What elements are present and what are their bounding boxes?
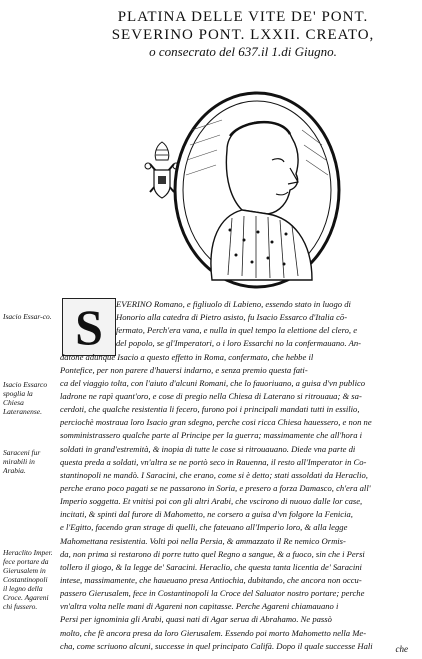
margin-note-4: Heraclito Imper. fece portare da Gierusalem in Costantinopoli il legno della Croce. Agareni chi fussero. (3, 548, 53, 611)
pope-portrait-medallion (172, 90, 342, 290)
text-line: del popolo, se gl'Imperatori, o i loro Essarchi no la confermauano. An- (116, 338, 361, 349)
text-line: soldati in grand'estremità, & inopia di tutte le cose si ritrouauano. Diede vna parte di (60, 443, 356, 454)
running-title: PLATINA DELLE VITE DE' PONT. (117, 9, 369, 25)
text-line: Honorio alla catedra di Pietro asisto, fu Isacio Essarco d'Italia cō- (116, 312, 348, 323)
page-header (88, 8, 398, 60)
body-text (60, 298, 418, 653)
text-line: perciochè mostraua loro Isacio gran sdegno, perche cosi ricca Chiesa hauessero, e non ne (60, 417, 372, 428)
text-line: e l'Egitto, facendo gran strage di quelli, che fateuano all'Imperio loro, & alla legge (60, 522, 348, 533)
text-line: EVERINO Romano, e figliuolo di Labieno, essendo stato in luogo di (116, 299, 351, 309)
text-line: Imperio soggetta. Et vnitisi poi con gli altri Arabi, che vscirono di nuouo dalle lor case, (60, 496, 363, 507)
text-line: datone adunque Isacio a questo effetto in Roma, confermato, che hebbe il (60, 351, 314, 362)
consecration-date: o consecrato del 637.il 1.di Giugno. (149, 44, 337, 59)
text-line: intese, massimamente, che haueuano presa Antiochia, dubitando, che ancora non occu- (60, 574, 362, 585)
text-line: incitati, & spinti dal furore di Mahometto, ne corsero a guisa d'vn folgore la Fenicia, (60, 509, 353, 520)
text-line: fermato, Perch'era vana, e nulla in quel tempo la elettione del clero, e (116, 325, 358, 336)
text-line: da, non prima si restarono di porre tutto quel Regno a sangue, & a fuoco, sin che i Persi (60, 548, 365, 559)
text-line: Persi per ignominia gli Arabi, quasi nati di Agar serua di Abrahamo. Ne passò (60, 614, 332, 625)
text-line: ladrone ne rapì quant'oro, e cose di pregio nella Chiesa di Laterano si ritrouaua; & sa- (60, 390, 362, 401)
text-line: cerdoti, che qualche resistentia li fecero, furono poi i principali mandati tutti in essilio, (60, 404, 360, 415)
text-line: ca del viaggio tolta, con l'aiuto d'alcuni Romani, che lo fauoriuano, a guisa d'vn publico (60, 377, 366, 388)
text-line: somministrassero qualche parte al Principe per la guerra; massimamente che all'hora i (60, 430, 363, 441)
pope-title: SEVERINO PONT. LXXII. CREATO, (111, 27, 375, 43)
text-line: stantinopoli ne mandò. I Saracini, che erano, come si è detto; stati assoldati da Heraclio, (60, 469, 368, 480)
text-line: questa preda a soldati, vn'altra se ne portò seco in Rauenna, il resto all'Imperator in Co- (60, 456, 367, 467)
text-line: cha, come scriuono alcuni, successe in quel principato Califà. Dopo il quale successe Hali (60, 640, 373, 651)
text-line: Pontefice, per non parere d'hauersi indarno, e senza premio questa fati- (60, 364, 308, 375)
text-line: tollero il giogo, & la legge de' Saracini. Heraclio, che questa tanta licentia de' Saracini (60, 561, 362, 572)
text-line: perche erano poco pagati se ne passarono in Soria, e presero a forza Damasco, ch'era all' (60, 482, 371, 493)
decorated-initial-letter: S (62, 298, 116, 356)
text-line: passero Gierusalem, fece in Costantinopoli la Croce del Saluator nostro portare; perche (60, 588, 365, 599)
text-line: Mahomettana resistentia. Volti poi nella Persia, & ammazzato il Re nemico Ormis- (60, 535, 346, 546)
margin-note-2: Isacio Essarco spoglia la Chiesa Lateranense. (3, 380, 48, 416)
text-line: molto, che fè ancora presa da loro Gierusalem. Essendo poi morto Mahometto nella Me- (60, 627, 367, 638)
margin-note-1: Isacio Essar-co. (3, 312, 52, 321)
margin-note-3: Saraceni fur mirabili in Arabia. (3, 448, 41, 475)
text-line: vn'altra volta nelle mani di Agareni non capitasse. Perche Agareni chiamauano i (60, 601, 339, 612)
catchword: che (395, 644, 408, 654)
